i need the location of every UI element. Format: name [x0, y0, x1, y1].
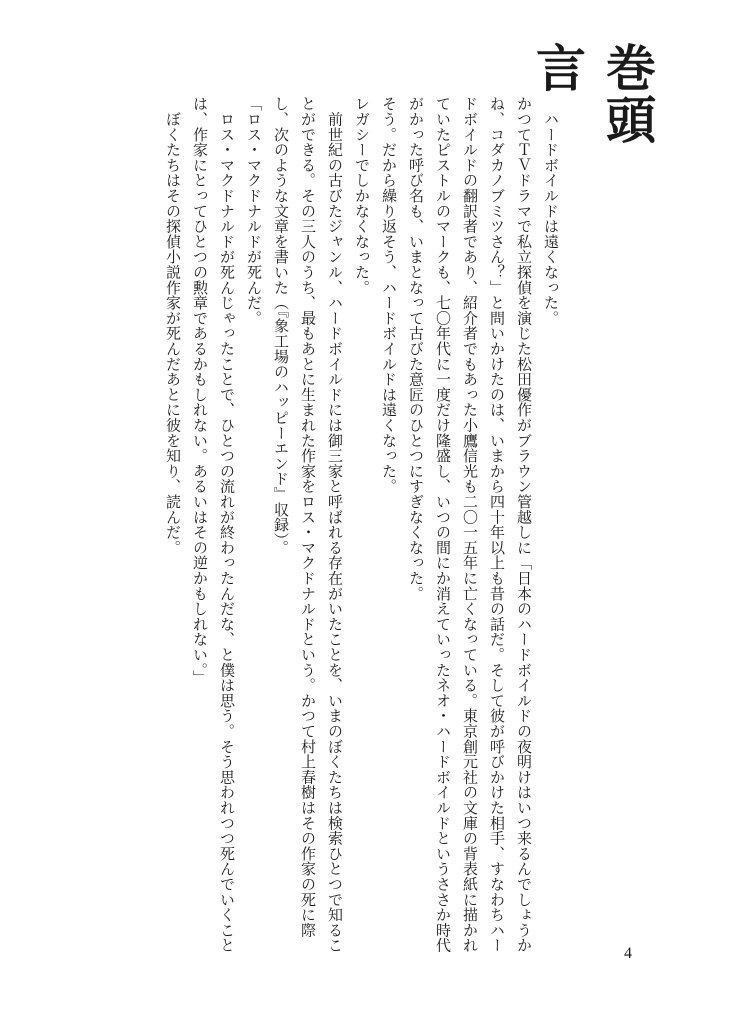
paragraph-repeat: そう。だから繰り返そう、ハードボイルドは遠くなった。 — [380, 96, 398, 494]
paragraph-tv-drama: かつてＴＶドラマで私立探偵を演じた松田優作がブラウン管越しに「日本のハードボイルドの夜明けはいつ来るんでしょうかね、コダカノブミツさん？」と問いかけたのは、いまから四十年以上も昔の話だ。そして彼が呼びかけた相手、すなわちハードボイルドの翻訳者であり、紹介者でもあった小鷹信光も二〇一五年に亡くなっている。東京創元社の文庫の背表紙に描かれていたピストルのマークも、七〇年代に一度だけ隆盛し、いつの間にか消えていったネオ・ハードボイルドというささか時代がかった呼び名も、いまとなって古びた意匠のひとつにすぎなくなった。 — [407, 96, 533, 953]
paragraph-legacy: レガシーでしかなくなった。 — [353, 96, 371, 295]
paragraph-opening: ハードボイルドは遠くなった。 — [542, 96, 560, 326]
essay-body — [132, 96, 564, 958]
page-title: 巻頭言 — [528, 42, 657, 146]
paragraph-quote-start: 「ロス・マクドナルドが死んだ。 — [245, 96, 263, 326]
page-number: 4 — [624, 945, 632, 962]
paragraph-quote-body: ロス・マクドナルドが死んじゃったことで、ひとつの流れが終わったんだな、と僕は思う。そう思われつつ死んでいくことは、作家にとってひとつの勲章であるかもしれない。あるいはその逆かもしれない。」 — [191, 96, 236, 953]
paragraph-closing: ぼくたちはその探偵小説作家が死んだあとに彼を知り、読んだ。 — [164, 96, 182, 555]
paragraph-three-authors: 前世紀の古びたジャンル、ハードボイルドには御三家と呼ばれる存在がいたことを、いまのぼくたちは検索ひとつで知ることができる。その三人のうち、最もあとに生まれた作家をロス・マクドナルドという。かつて村上春樹はその作家の死に際し、次のような文章を書いた（『象工場のハッピーエンド』収録）。 — [272, 96, 344, 953]
